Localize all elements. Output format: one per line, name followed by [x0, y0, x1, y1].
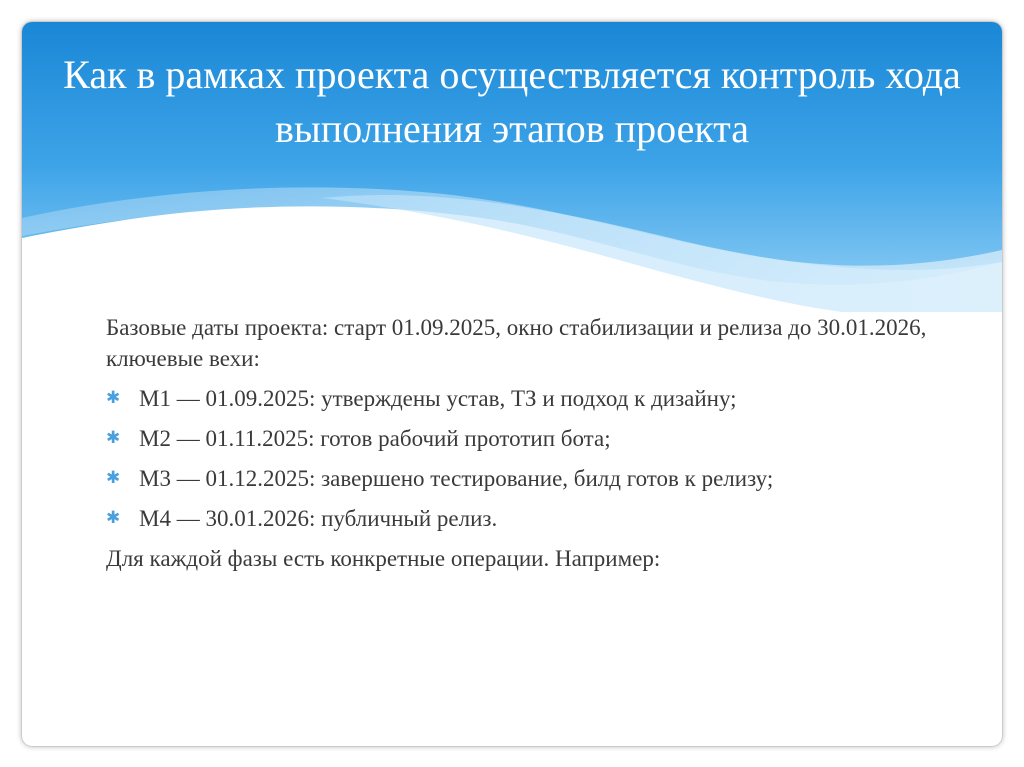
milestone-list [106, 383, 936, 534]
list-item [106, 463, 936, 494]
asterisk-bullet-icon: ✱ [106, 428, 121, 448]
list-item-text: М4 — 30.01.2026: публичный релиз. [139, 506, 498, 531]
asterisk-bullet-icon: ✱ [106, 508, 121, 528]
slide [22, 22, 1002, 746]
slide-title: Как в рамках проекта осуществляется контроль хода выполнения этапов проекта [63, 52, 961, 151]
intro-paragraph: Базовые даты проекта: старт 01.09.2025, окно стабилизации и релиза до 30.01.2026, ключевые вехи: [106, 315, 927, 371]
list-item-text: М1 — 01.09.2025: утверждены устав, ТЗ и подход к дизайну; [139, 386, 737, 411]
list-item [106, 383, 936, 414]
list-item [106, 423, 936, 454]
outro-paragraph: Для каждой фазы есть конкретные операции. Например: [106, 546, 661, 571]
list-item-text: М3 — 01.12.2025: завершено тестирование, билд готов к релизу; [139, 466, 774, 491]
asterisk-bullet-icon: ✱ [106, 468, 121, 488]
asterisk-bullet-icon: ✱ [106, 388, 121, 408]
list-item [106, 503, 936, 534]
list-item-text: М2 — 01.11.2025: готов рабочий прототип бота; [139, 426, 611, 451]
slide-body [106, 312, 936, 583]
